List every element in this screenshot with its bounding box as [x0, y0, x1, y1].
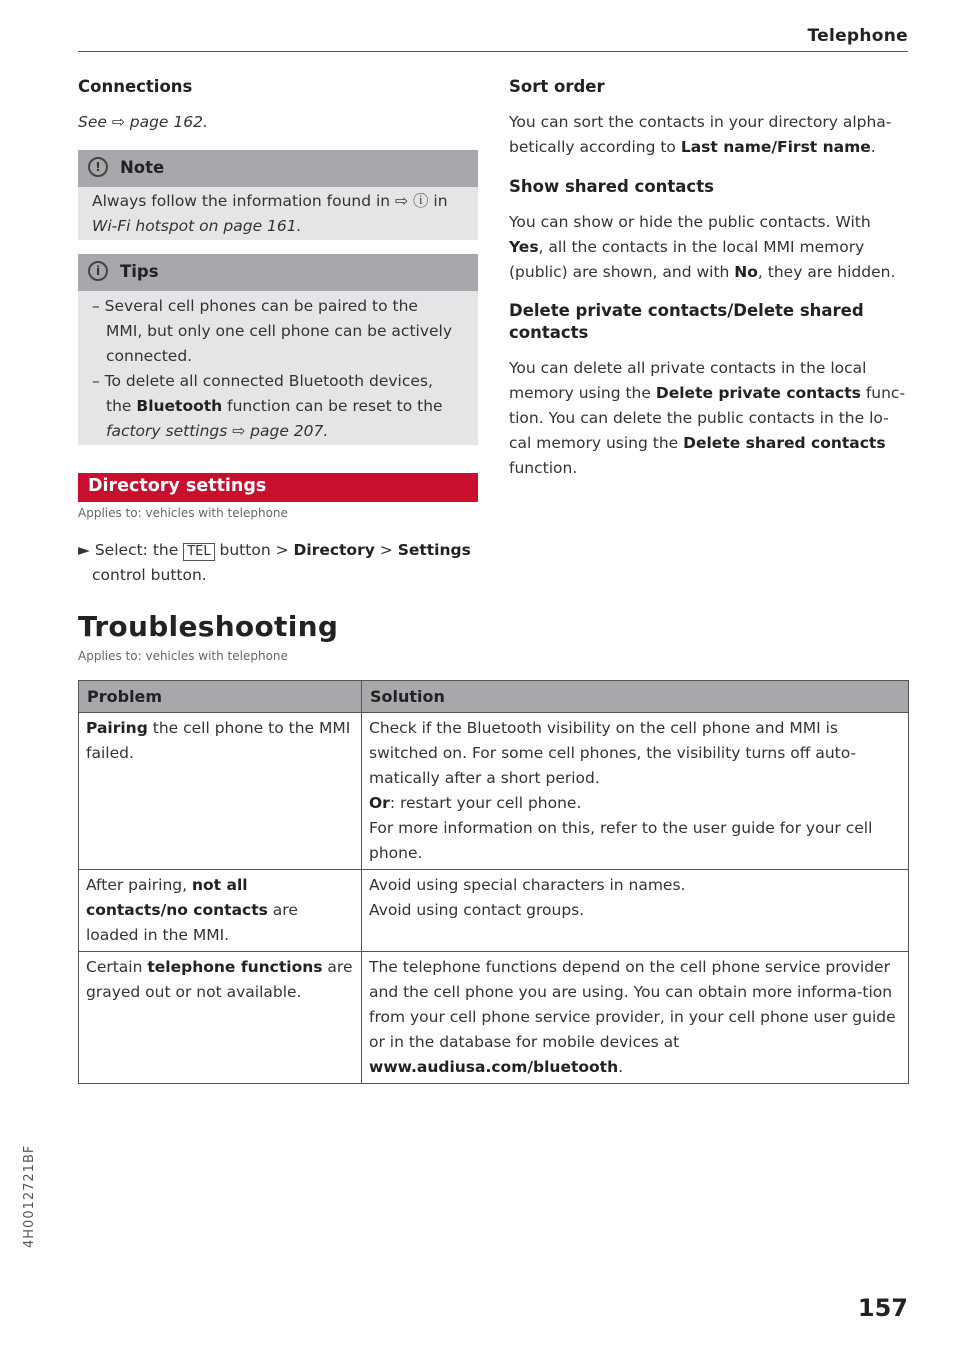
shared-contacts-title: Show shared contacts: [509, 177, 714, 196]
page-number: 157: [857, 1294, 908, 1322]
col-solution: Solution: [362, 681, 909, 713]
problem-cell: [79, 952, 362, 1084]
delete-line-2: [509, 381, 905, 406]
not-all-contacts-term: not all contacts/no contacts: [86, 876, 268, 919]
last-first-name-term: Last name/First name: [680, 138, 871, 156]
telephone-functions-term: telephone functions: [147, 958, 323, 976]
note-box-header: [78, 150, 478, 187]
shared-l3-post: , they are hidden.: [757, 263, 896, 281]
side-code: 4H0012721BF: [22, 1144, 37, 1248]
delete-contacts-title-2: contacts: [509, 323, 589, 342]
solution-text-or: [369, 791, 901, 816]
table-row: [79, 713, 909, 870]
col-problem: Problem: [79, 681, 362, 713]
note-line-1: Always follow the information found in ⇨ ⓘ in: [92, 192, 448, 210]
table-row: [79, 870, 909, 952]
directory-applies: Applies to: vehicles with telephone: [78, 506, 288, 520]
directory-settings-band: [78, 473, 478, 502]
tip-2-line-1: – To delete all connected Bluetooth devices,: [92, 372, 433, 390]
problem-cell: [79, 870, 362, 952]
problem-text: the cell phone to the MMI failed.: [86, 719, 351, 762]
delete-line-3: tion. You can delete the public contacts in the lo-: [509, 409, 889, 427]
problem-text-post: are grayed out or not available.: [86, 958, 353, 1001]
directory-term: Directory: [293, 541, 375, 559]
pairing-term: Pairing: [86, 719, 148, 737]
solution-cell: [362, 870, 909, 952]
audiusa-link-text: www.audiusa.com/bluetooth: [369, 1058, 619, 1076]
problem-text-post: are loaded in the MMI.: [86, 901, 298, 944]
header-rule: [78, 51, 908, 52]
delete-private-term: Delete private contacts: [655, 384, 861, 402]
tel-key: TEL: [183, 543, 214, 561]
tip-2-text: the: [106, 397, 137, 415]
select-pre: ► Select: the: [78, 541, 184, 559]
no-term: No: [734, 263, 758, 281]
table-row: [79, 952, 909, 1084]
delete-shared-term: Delete shared contacts: [683, 434, 886, 452]
solution-cell: [362, 952, 909, 1084]
sort-order-title: Sort order: [509, 77, 605, 96]
shared-l3-pre: (public) are shown, and with: [509, 263, 735, 281]
connections-title: Connections: [78, 77, 193, 96]
problem-cell: [79, 713, 362, 870]
running-head: Telephone: [807, 26, 908, 46]
delete-l4-pre: cal memory using the: [509, 434, 684, 452]
or-term: Or: [369, 794, 390, 812]
select-instruction: [78, 538, 471, 563]
select-mid: button >: [214, 541, 294, 559]
tip-1-line-1: – Several cell phones can be paired to the: [92, 297, 418, 315]
shared-line-2: [509, 235, 864, 260]
yes-term: Yes: [509, 238, 539, 256]
tip-1-line-2: MMI, but only one cell phone can be actively: [106, 322, 453, 340]
tip-1-line-3: connected.: [106, 347, 193, 365]
shared-line-3: [509, 260, 895, 285]
tips-label: Tips: [120, 262, 159, 281]
select-instruction-line-2: control button.: [92, 566, 207, 584]
directory-settings-title: Directory settings: [88, 476, 267, 496]
shared-line-1: You can show or hide the public contacts. With: [509, 213, 871, 231]
delete-line-4: [509, 431, 886, 456]
sort-pre: betically according to: [509, 138, 681, 156]
bluetooth-term: Bluetooth: [136, 397, 223, 415]
connections-text: See ⇨ page 162.: [78, 113, 208, 131]
delete-l2-pre: memory using the: [509, 384, 656, 402]
sort-post: .: [870, 138, 876, 156]
tip-2-line-2: [106, 394, 443, 419]
troubleshooting-table: [78, 680, 909, 1084]
solution-text: Avoid using special characters in names.: [369, 876, 686, 894]
select-gt: >: [374, 541, 398, 559]
sort-line-1: You can sort the contacts in your directory alpha-: [509, 113, 892, 131]
solution-cell: [362, 713, 909, 870]
troubleshooting-title: Troubleshooting: [78, 610, 339, 643]
problem-text-pre: After pairing,: [86, 876, 192, 894]
delete-line-1: You can delete all private contacts in the local: [509, 359, 867, 377]
note-label: Note: [120, 158, 165, 177]
troubleshooting-applies: Applies to: vehicles with telephone: [78, 649, 288, 663]
solution-text-end: .: [618, 1058, 624, 1076]
tip-2-line-3: factory settings ⇨ page 207.: [106, 422, 329, 440]
settings-term: Settings: [397, 541, 471, 559]
delete-line-5: function.: [509, 459, 578, 477]
tips-box-header: [78, 254, 478, 291]
solution-text-2: Avoid using contact groups.: [369, 901, 585, 919]
solution-text: The telephone functions depend on the cell phone service provider and the cell phone you are using. You can obtain more informa-tion from your cell phone service provider, in your cell phone user guide or in the database for mobile devices at: [369, 958, 896, 1051]
restart-text: : restart your cell phone.: [389, 794, 582, 812]
info-icon: i: [88, 261, 108, 281]
table-header-row: [79, 681, 909, 713]
note-box-body: [78, 187, 478, 240]
warning-icon: !: [88, 157, 108, 177]
sort-line-2: [509, 135, 876, 160]
delete-l2-post: func-: [860, 384, 906, 402]
solution-text: Check if the Bluetooth visibility on the cell phone and MMI is switched on. For some cell phones, the visibility turns off auto-matically after a short period.: [369, 719, 857, 787]
tip-2-text-rest: function can be reset to the: [222, 397, 443, 415]
delete-contacts-title-1: Delete private contacts/Delete shared: [509, 301, 864, 320]
problem-text-pre: Certain: [86, 958, 148, 976]
note-line-2: Wi-Fi hotspot on page 161.: [92, 217, 302, 235]
solution-text-more: For more information on this, refer to the user guide for your cell phone.: [369, 819, 873, 862]
tips-box-body: [78, 291, 478, 445]
shared-l2-rest: , all the contacts in the local MMI memory: [538, 238, 865, 256]
